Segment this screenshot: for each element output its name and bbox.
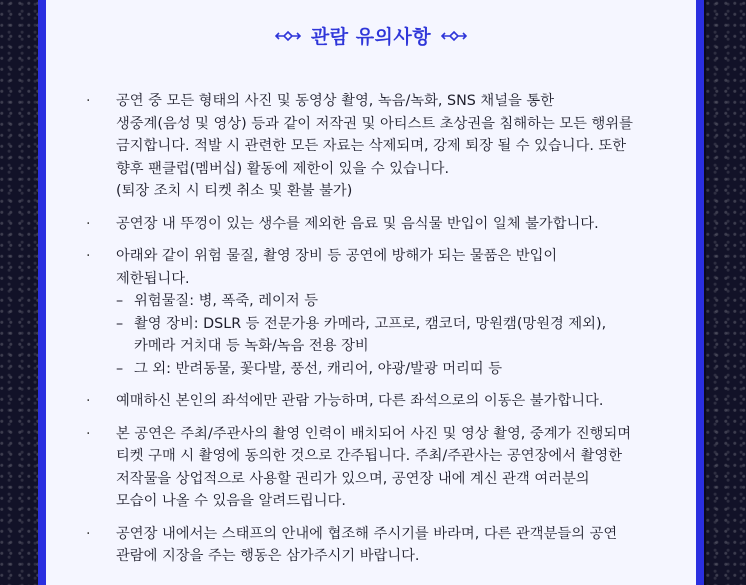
notice-line: 예매하신 본인의 좌석에만 관람 가능하며, 다른 좌석으로의 이동은 불가합니다.: [116, 393, 604, 409]
bullet: ·: [86, 93, 91, 109]
notice-line: 향후 팬클럽(멤버십) 활동에 제한이 있을 수 있습니다.: [116, 160, 449, 177]
bullet: ·: [86, 215, 91, 232]
sub-line: 촬영 장비: DSLR 등 전문가용 카메라, 고프로, 캠코더, 망원캠(망원경 제외),: [134, 315, 607, 332]
sub-list-item: [116, 290, 668, 313]
sub-list-item: [116, 313, 668, 358]
sub-line: 위험물질: 병, 폭죽, 레이저 등: [134, 293, 319, 309]
bullet: ·: [86, 525, 91, 542]
notice-line: 공연장 내 뚜껑이 있는 생수를 제외한 음료 및 음식물 반입이 일체 불가합니다.: [116, 215, 599, 232]
notice-line: 티켓 구매 시 촬영에 동의한 것으로 간주됩니다. 주최/주관사는 공연장에서 촬영한: [116, 448, 623, 464]
notice-line: 아래와 같이 위험 물질, 촬영 장비 등 공연에 방해가 되는 물품은 반입이: [116, 248, 558, 264]
notice-list: [46, 90, 696, 568]
restricted-items-list: [116, 290, 668, 380]
notice-item: [46, 390, 696, 413]
notice-line: (퇴장 조치 시 티켓 취소 및 환불 불가): [116, 183, 353, 199]
dash: –: [116, 360, 124, 377]
notice-line: 모습이 나올 수 있음을 알려드립니다.: [116, 493, 346, 509]
ornament-right-icon: [441, 30, 467, 42]
notice-line: 본 공연은 주최/주관사의 촬영 인력이 배치되어 사진 및 영상 촬영, 중계가 진행되며: [116, 425, 632, 442]
notice-item: [46, 245, 696, 380]
notice-line: 공연 중 모든 형태의 사진 및 동영상 촬영, 녹음/녹화, SNS 채널을 통한: [116, 93, 555, 109]
notice-item: [46, 213, 696, 236]
notice-line: 생중계(음성 및 영상) 등과 같이 저작권 및 아티스트 초상권을 침해하는 모든 행위를: [116, 115, 633, 132]
notice-panel: [46, 0, 696, 585]
ornament-left-icon: [275, 30, 301, 42]
notice-line: 공연장 내에서는 스태프의 안내에 협조해 주시기를 바라며, 다른 관객분들의 공연: [116, 525, 618, 542]
sub-list-item: [116, 358, 668, 381]
notice-line: 관람에 지장을 주는 행동은 삼가주시기 바랍니다.: [116, 548, 420, 564]
bullet: ·: [86, 425, 91, 442]
bullet: ·: [86, 393, 91, 409]
sub-line: 그 외: 반려동물, 꽃다발, 풍선, 캐리어, 야광/발광 머리띠 등: [134, 360, 503, 377]
notice-item: [46, 423, 696, 513]
sub-line: 카메라 거치대 등 녹화/녹음 전용 장비: [134, 338, 369, 354]
notice-item: [46, 90, 696, 203]
title-row: [46, 22, 696, 49]
bullet: ·: [86, 248, 91, 264]
dash: –: [116, 315, 124, 332]
notice-line: 제한됩니다.: [116, 270, 190, 287]
notice-item: [46, 523, 696, 568]
notice-line: 저작물을 상업적으로 사용할 권리가 있으며, 공연장 내에 계신 관객 여러분의: [116, 470, 590, 487]
background-right: [706, 0, 746, 585]
background-left: [0, 0, 40, 585]
notice-line: 금지합니다. 적발 시 관련한 모든 자료는 삭제되며, 강제 퇴장 될 수 있습니다. 또한: [116, 138, 627, 154]
page-title: 관람 유의사항: [310, 26, 432, 48]
dash: –: [116, 293, 124, 309]
